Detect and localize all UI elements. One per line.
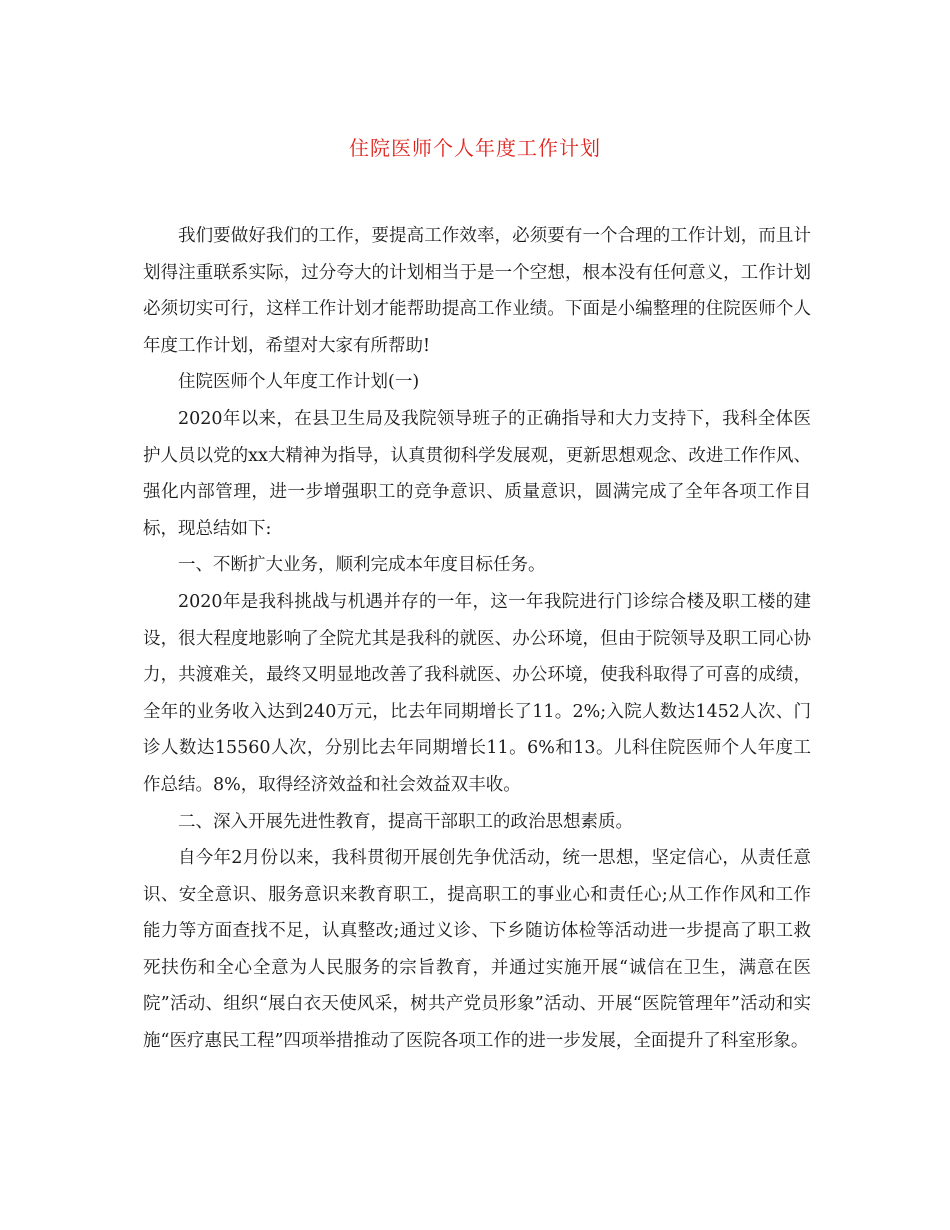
business-paragraph: 2020年是我科挑战与机遇并存的一年，这一年我院进行门诊综合楼及职工楼的建设，很大程度地影响了全院尤其是我科的就医、办公环境，但由于院领导及职工同心协力，共渡难关，最终又明显地改善了我科就医、办公环境，使我科取得了可喜的成绩，全年的业务收入达到240万元，比去年同期增长了11。2%;入院人数达1452人次、门诊人数达15560人次，分别比去年同期增长11。6%和13。儿科住院医师个人年度工作总结。8%，取得经济效益和社会效益双丰收。 [143,591,811,795]
document-body [143,218,811,1060]
section-heading-plan-one: 住院医师个人年度工作计划(一) [178,372,420,393]
section-heading-business: 一、不断扩大业务，顺利完成本年度目标任务。 [178,555,546,576]
section-heading-education: 二、深入开展先进性教育，提高干部职工的政治思想素质。 [178,811,633,832]
intro-paragraph: 我们要做好我们的工作，要提高工作效率，必须要有一个合理的工作计划，而且计划得注重联系实际，过分夸大的计划相当于是一个空想，根本没有任何意义，工作计划必须切实可行，这样工作计划才能帮助提高工作业绩。下面是小编整理的住院医师个人年度工作计划，希望对大家有所帮助! [143,226,811,356]
document-title: 住院医师个人年度工作计划 [349,136,601,160]
education-paragraph: 自今年2月份以来，我科贯彻开展创先争优活动，统一思想，坚定信心，从责任意识、安全意识、服务意识来教育职工，提高职工的事业心和责任心;从工作作风和工作能力等方面查找不足，认真整改;通过义诊、下乡随访体检等活动进一步提高了职工救死扶伤和全心全意为人民服务的宗旨教育，并通过实施开展“诚信在卫生，满意在医院”活动、组织“展白衣天使风采，树共产党员形象”活动、开展“医院管理年”活动和实施“医疗惠民工程”四项举措推动了医院各项工作的进一步发展，全面提升了科室形象。 [143,848,811,1052]
summary-paragraph: 2020年以来，在县卫生局及我院领导班子的正确指导和大力支持下，我科全体医护人员以党的xx大精神为指导，认真贯彻科学发展观，更新思想观念、改进工作作风、强化内部管理，进一步增强职工的竞争意识、质量意识，圆满完成了全年各项工作目标，现总结如下: [143,408,811,539]
